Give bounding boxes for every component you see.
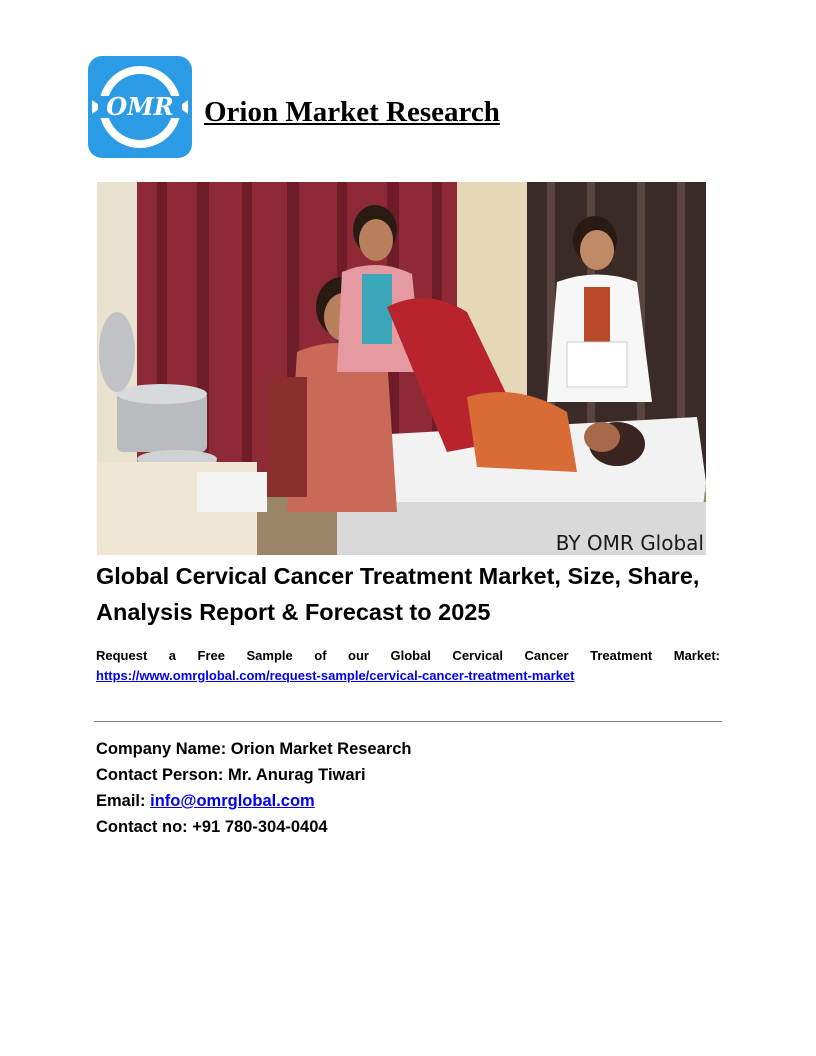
email-link[interactable]: info@omrglobal.com: [150, 792, 315, 810]
email-row: [96, 788, 411, 814]
report-title: Global Cervical Cancer Treatment Market, Size, Share, Analysis Report & Forecast to 2025: [96, 563, 700, 625]
divider: [94, 721, 722, 722]
company-value: Orion Market Research: [230, 740, 412, 758]
email-label: Email:: [96, 792, 146, 810]
company-row: [96, 736, 411, 762]
phone-label: Contact no:: [96, 818, 188, 836]
person-row: [96, 762, 411, 788]
phone-value: +91 780-304-0404: [192, 818, 328, 836]
contact-block: [96, 736, 411, 840]
omr-logo: [88, 56, 192, 158]
request-sample-text: Request a Free Sample of our Global Cervical Cancer Treatment Market:: [96, 648, 720, 663]
clinic-photo: [97, 182, 706, 555]
company-label: Company Name:: [96, 740, 227, 758]
image-watermark: BY OMR Global: [555, 531, 704, 555]
person-value: Mr. Anurag Tiwari: [228, 766, 366, 784]
phone-row: [96, 814, 411, 840]
person-label: Contact Person:: [96, 766, 224, 784]
request-sample-link[interactable]: https://www.omrglobal.com/request-sample/cervical-cancer-treatment-market: [96, 668, 575, 683]
logo-text: OMR: [106, 92, 174, 121]
company-header-title: Orion Market Research: [204, 96, 500, 128]
